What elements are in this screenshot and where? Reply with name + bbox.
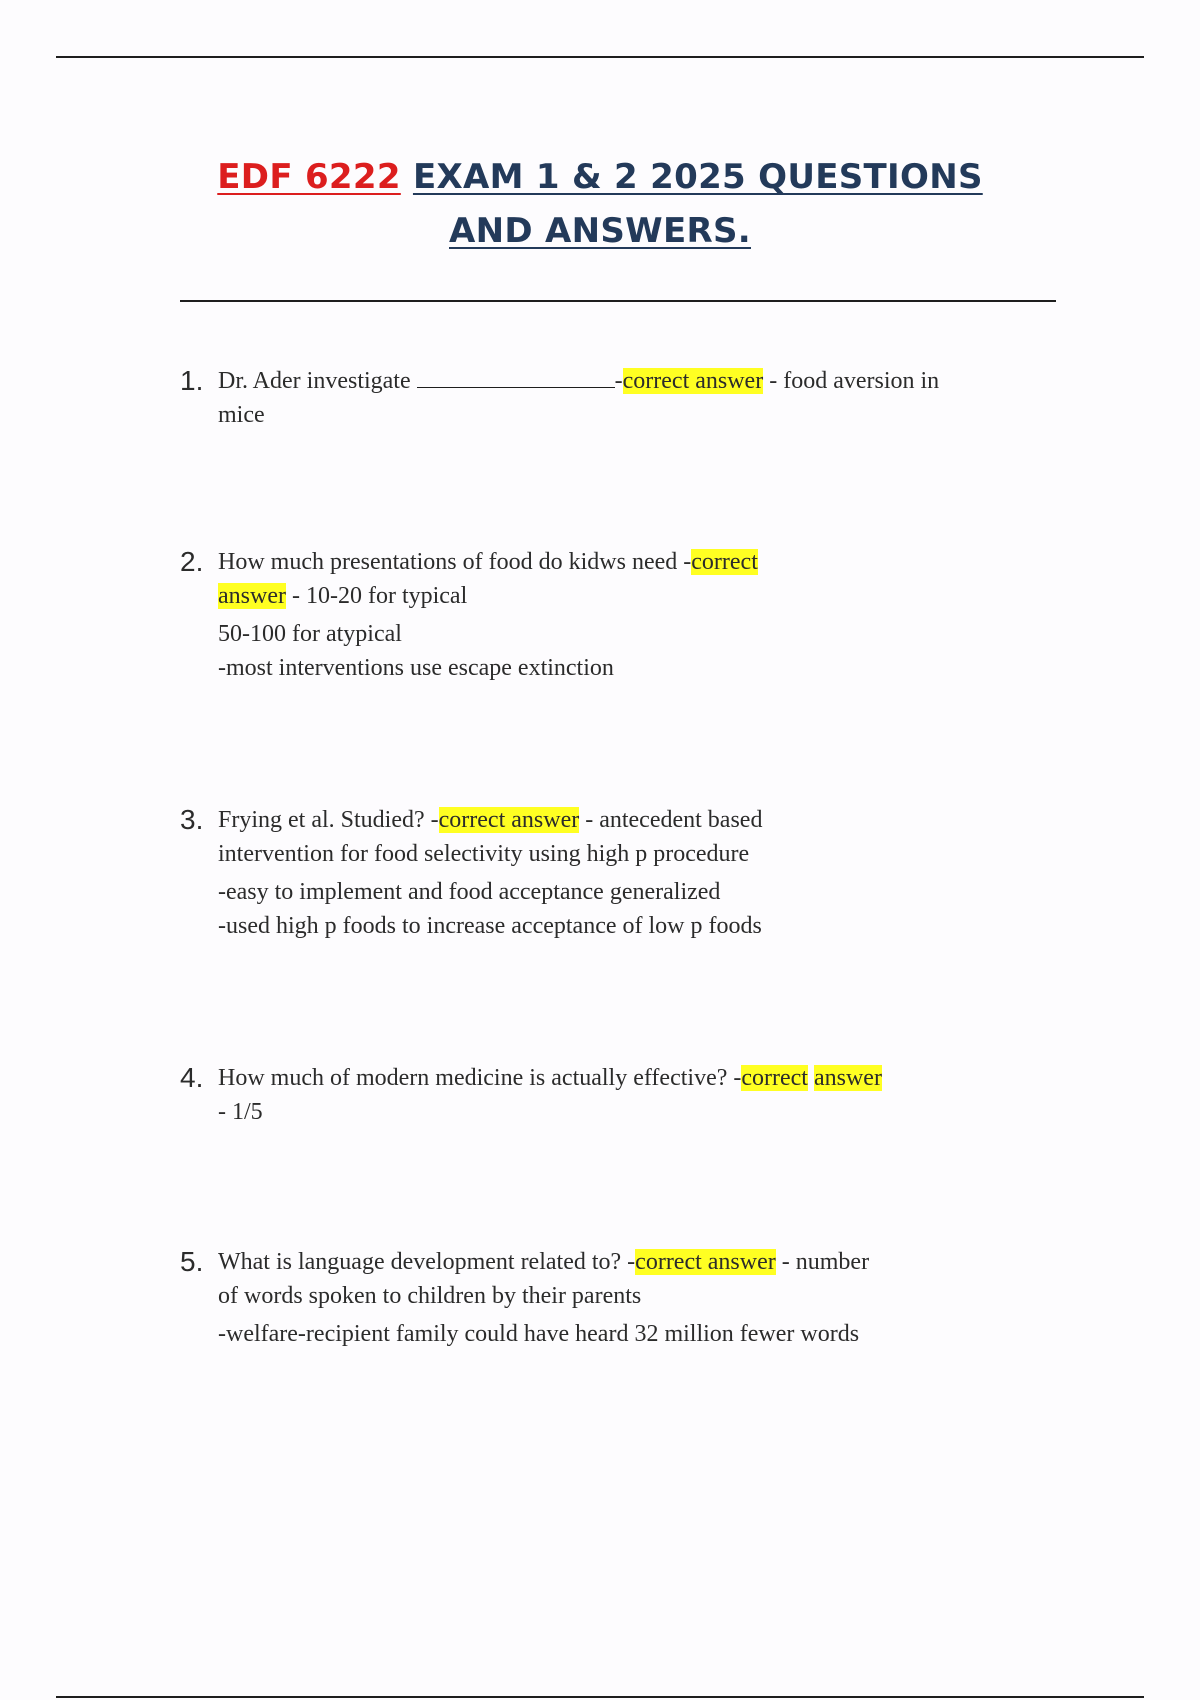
question-number: 3.: [180, 804, 204, 835]
answer-text-cont: intervention for food selectivity using high p procedure: [218, 841, 750, 867]
answer-marker: correct answer: [622, 368, 764, 394]
answer-detail: -most interventions use escape extinction: [218, 655, 614, 681]
answer-marker-part1: correct: [741, 1065, 808, 1091]
question-1: [180, 364, 1040, 432]
answer-marker: correct answer: [438, 807, 580, 833]
answer-marker-part2: answer: [218, 583, 286, 609]
question-number: 4.: [180, 1062, 204, 1093]
answer-text: - 1/5: [218, 1099, 263, 1125]
question-text: Frying et al. Studied? -: [218, 807, 439, 833]
answer-detail: -easy to implement and food acceptance generalized: [218, 879, 721, 905]
answer-marker-part1: correct: [691, 549, 758, 575]
question-number: 2.: [180, 546, 204, 577]
question-5: [180, 1245, 1040, 1351]
course-code: EDF 6222: [217, 157, 401, 197]
answer-detail: -used high p foods to increase acceptance of low p foods: [218, 913, 762, 939]
answer-text: - number: [775, 1249, 870, 1275]
question-3: [180, 803, 1040, 943]
question-number: 5.: [180, 1246, 204, 1277]
answer-text: - 10-20 for typical: [285, 583, 468, 609]
question-2: [180, 545, 1040, 685]
title-line-1: EXAM 1 & 2 2025 QUESTIONS: [412, 157, 983, 197]
answer-text: - food aversion in: [763, 368, 940, 394]
answer-detail: 50-100 for atypical: [218, 621, 402, 647]
question-text: How much of modern medicine is actually effective? -: [218, 1065, 742, 1091]
question-4: [180, 1061, 1040, 1129]
answer-text: - antecedent based: [579, 807, 763, 833]
answer-detail: -welfare-recipient family could have heard 32 million fewer words: [218, 1321, 860, 1347]
answer-text-cont: mice: [218, 402, 265, 428]
answer-text-cont: of words spoken to children by their parents: [218, 1283, 642, 1309]
top-rule: [56, 56, 1144, 58]
document-title: [120, 150, 1080, 258]
bottom-rule: [56, 1696, 1144, 1698]
question-text: Dr. Ader investigate: [218, 368, 411, 394]
question-text: What is language development related to? -: [218, 1249, 636, 1275]
answer-blank: [417, 365, 615, 388]
question-dash: -: [614, 368, 623, 394]
question-text: How much presentations of food do kidws need -: [218, 549, 692, 575]
question-number: 1.: [180, 365, 204, 396]
answer-marker-part2: answer: [813, 1065, 882, 1091]
answer-marker: correct answer: [635, 1249, 776, 1275]
title-line-2: AND ANSWERS.: [449, 211, 751, 251]
title-rule: [180, 300, 1056, 302]
